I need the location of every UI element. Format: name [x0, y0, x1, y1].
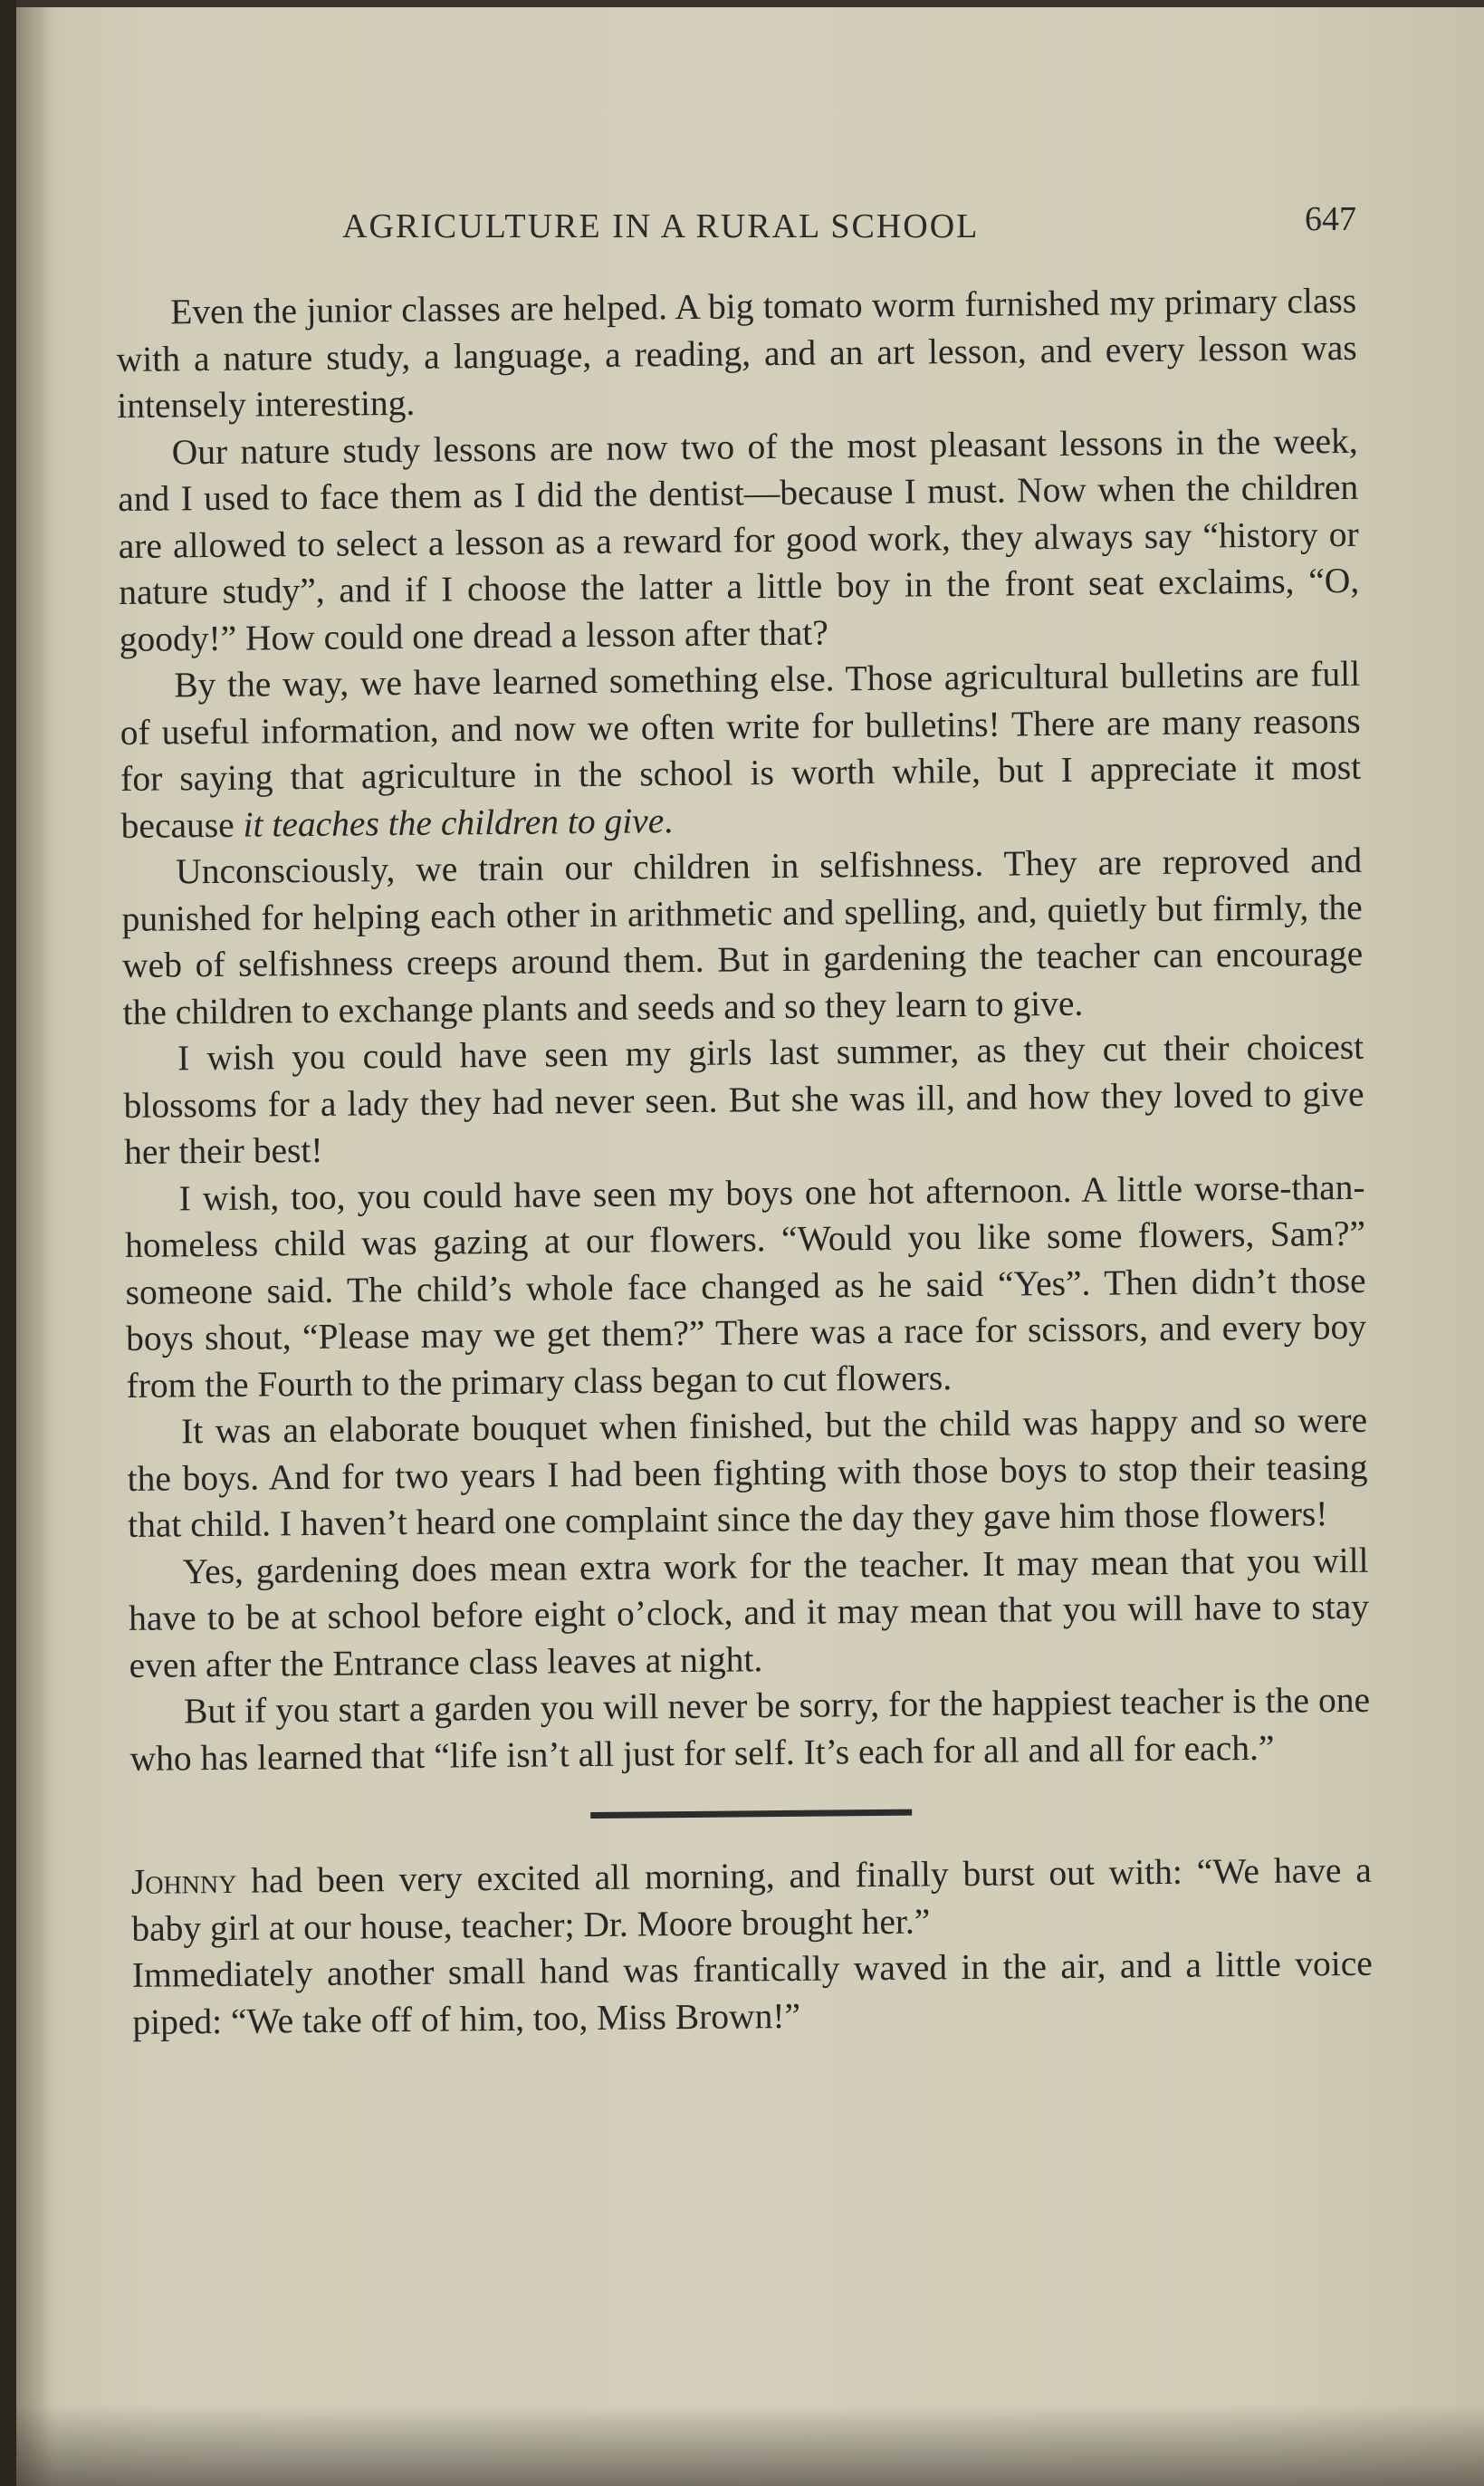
page-number: 647 [1305, 200, 1356, 238]
paragraph-text: . [664, 800, 674, 840]
anecdote-name: Johnny [130, 1860, 237, 1902]
paragraph: It was an elaborate bouquet when finished, but the child was happy and so were the boys. And for two years I had been fighting with those boys to stop their teasing that child. I haven’t heard one complaint since the day they gave him those flowers! [127, 1399, 1368, 1545]
paragraph: But if you start a garden you will never be sorry, for the happiest teacher is the one who has learned that “life isn’t all just for self. It’s each for all and all for each.” [129, 1679, 1371, 1779]
running-head: AGRICULTURE IN A RURAL SCHOOL [342, 207, 980, 245]
emphasized-text: it teaches the children to give [243, 800, 665, 845]
paragraph-text: By the way, we have learned something else. Those agricultural bulletins are full of useful information, and now we often write for bulletins! There are many reasons for saying that agriculture in the school is worth while, but I appreciate it most because [120, 653, 1362, 846]
anecdote-paragraph [131, 1848, 1373, 1953]
article-body [116, 278, 1374, 2046]
paragraph [120, 651, 1362, 849]
section-divider [590, 1809, 912, 1819]
anecdote [131, 1848, 1374, 2046]
spine-shadow [16, 0, 53, 2486]
paragraph: Our nature study lessons are now two of the most pleasant lessons in the week, and I used to face them as I did the dentist—because I must. Now when the children are allowed to select a lesson as a reward for good work, they always say “history or nature study”, and if I choose the latter a little boy in the front seat exclaims, “O, goody!” How could one dread a lesson after that? [118, 420, 1360, 659]
anecdote-text: had been very excited all morning, and finally burst out with: “We have a baby girl at our house, teacher; Dr. Moore brought her.” [131, 1849, 1373, 1949]
anecdote-paragraph: Immediately another small hand was frantically waved in the air, and a little voice piped: “We take off of him, too, Miss Brown!” [131, 1943, 1374, 2042]
paragraph: Unconsciously, we train our children in selfishness. They are reproved and punished for helping each other in arithmetic and spelling, and, quietly but firmly, the web of selfishness creeps around them. But in gardening the teacher can encourage the children to exchange plants and seeds and so they learn to give. [121, 840, 1364, 1032]
paragraph: I wish you could have seen my girls last summer, as they cut their choicest blossoms for a lady they had never seen. But she was ill, and how they loved to give her their best! [123, 1026, 1364, 1172]
paragraph: I wish, too, you could have seen my boys one hot afternoon. A little worse-than-homeless child was gazing at our flowers. “Would you like some flowers, Sam?” someone said. The child’s whole face changed as he said “Yes”. Then didn’t those boys shout, “Please may we get them?” There was a race for scissors, and every boy from the Fourth to the primary class began to cut flowers. [124, 1166, 1367, 1406]
book-page [16, 0, 1484, 2486]
page-bottom-shadow [16, 2404, 1484, 2486]
paragraph: Yes, gardening does mean extra work for the teacher. It may mean that you will have to be at school before eight o’clock, and it may mean that you will have to stay even after the Entrance class leaves at night. [128, 1540, 1370, 1685]
page-header [342, 199, 1356, 254]
paragraph: Even the junior classes are helped. A big tomato worm furnished my primary class with a nature study, a language, a reading, and an art lesson, and every lesson was intensely interesting. [116, 280, 1357, 426]
page-top-edge [16, 0, 1484, 7]
